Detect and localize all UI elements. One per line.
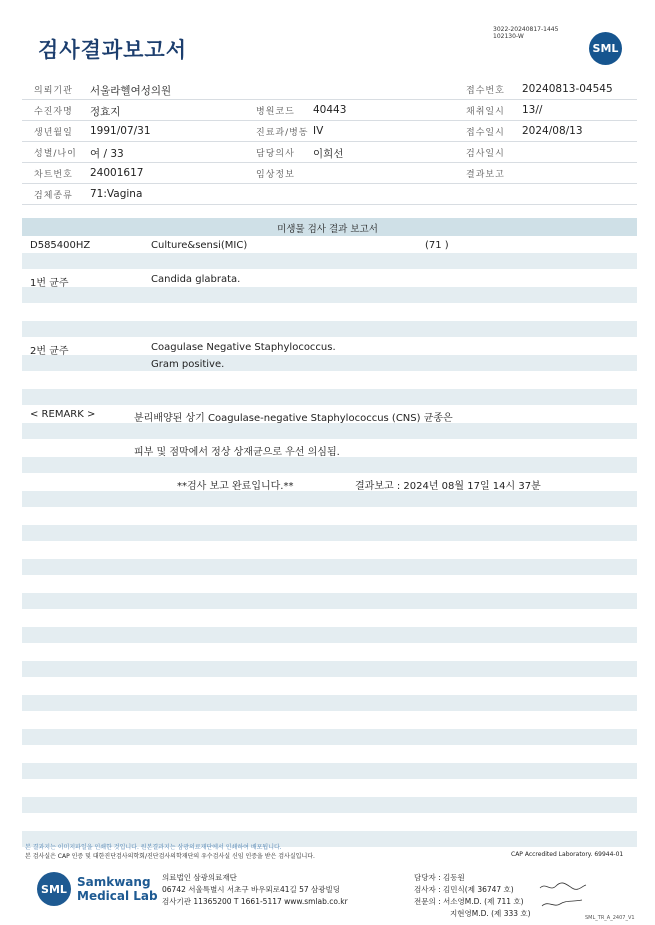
image-notice: 본 결과지는 이미지파일을 인쇄한 것입니다. 원본결과지는 삼광의료재단에서 인쇄하여 배포됩니다. (25, 844, 282, 851)
row-band (22, 253, 637, 269)
row-band (22, 457, 637, 473)
row-band (22, 491, 637, 507)
row-band (22, 559, 637, 575)
remark-line1: 분리배양된 상기 Coagulase-negative Staphylococcus (CNS) 균종은 (134, 413, 453, 424)
test-name: Culture&sensi(MIC) (151, 240, 248, 251)
info-row-4 (22, 141, 637, 163)
brand-line2: Medical Lab (77, 889, 158, 903)
sml-logo: SML (589, 32, 622, 65)
staff-specialist1: 전문의 : 서소영M.D. (제 711 호) (414, 897, 524, 906)
staff-specialist2: 지현영M.D. (제 333 호) (450, 909, 531, 918)
row-band (22, 287, 637, 303)
row-band (22, 389, 637, 405)
collect-date-value: 13// (522, 104, 543, 116)
isolate2-name: Coagulase Negative Staphylococcus. (151, 342, 336, 353)
specimen-value: 71:Vagina (90, 188, 143, 200)
sex-age-value: 여 / 33 (90, 148, 124, 160)
dob-value: 1991/07/31 (90, 125, 151, 137)
organization-contact: 검사기관 11365200 T 1661-5117 www.smlab.co.kr (162, 897, 348, 906)
patient-value: 정효지 (90, 106, 121, 118)
test-ref: (71 ) (425, 240, 449, 251)
row-band (22, 729, 637, 745)
form-version: SML_TR_A_2407_V1 (585, 915, 635, 921)
row-band (22, 763, 637, 779)
document-id-line2: 102130-W (493, 33, 524, 40)
row-band (22, 423, 637, 439)
row-band (22, 797, 637, 813)
test-date-label: 검사일시 (466, 149, 505, 159)
isolate1-label: 1번 균주 (30, 278, 69, 289)
signature-image (538, 880, 588, 912)
brand-line1: Samkwang (77, 875, 151, 889)
section-title: 미생물 검사 결과 보고서 (277, 224, 378, 235)
row-band (22, 695, 637, 711)
organization-address: 06742 서울특별시 서초구 바우뫼로41길 57 삼광빌딩 (162, 885, 341, 894)
isolate1-name: Candida glabrata. (151, 274, 241, 285)
collect-date-label: 채취일시 (466, 107, 505, 117)
organization-name: 의료법인 삼광의료재단 (162, 873, 237, 882)
row-band (22, 593, 637, 609)
staff-info (414, 872, 531, 920)
report-label: 결과보고 (466, 170, 505, 180)
page-title: 검사결과보고서 (38, 38, 188, 62)
chart-no-label: 차트번호 (34, 170, 73, 180)
clinical-label: 임상정보 (256, 170, 295, 180)
isolate2-note: Gram positive. (151, 359, 225, 370)
row-band (22, 525, 637, 541)
institution-value: 서울라헬여성의원 (90, 85, 172, 97)
info-row-2 (22, 99, 637, 121)
receipt-date-value: 2024/08/13 (522, 125, 583, 137)
accreditation-notice: 본 검사실은 CAP 인증 및 대한진단검사의학회/진단검사의학재단의 우수검사실 신임 인증을 받은 검사실입니다. (25, 853, 315, 860)
brand-name (77, 875, 158, 903)
ward-code-label: 병원코드 (256, 107, 295, 117)
dept-label: 진료과/병동 (256, 128, 309, 138)
staff-tester: 검사자 : 김민식(제 36747 호) (414, 885, 514, 894)
institution-label: 의뢰기관 (34, 86, 73, 96)
complete-message: **검사 보고 완료입니다.** (177, 481, 294, 492)
remark-line2: 피부 및 점막에서 정상 상재균으로 우선 의심됨. (134, 447, 340, 458)
row-band (22, 627, 637, 643)
doctor-label: 담당의사 (256, 149, 295, 159)
patient-label: 수진자명 (34, 107, 73, 117)
ward-code-value: 40443 (313, 104, 347, 116)
document-id-line1: 3022-20240817-1445 (493, 26, 559, 33)
info-row-3 (22, 120, 637, 142)
chart-no-value: 24001617 (90, 167, 144, 179)
document-id (493, 26, 558, 40)
specimen-label: 검체종류 (34, 191, 73, 201)
receipt-date-label: 접수일시 (466, 128, 505, 138)
row-band (22, 355, 637, 371)
receipt-no-label: 접수번호 (466, 86, 505, 96)
row-band (22, 661, 637, 677)
dept-value: IV (313, 125, 324, 137)
doctor-value: 이희선 (313, 148, 344, 160)
remark-label: < REMARK > (30, 409, 96, 420)
cap-accreditation: CAP Accredited Laboratory. 69944-01 (511, 851, 624, 858)
info-row-5 (22, 162, 637, 184)
dob-label: 생년월일 (34, 128, 73, 138)
organization-info (162, 872, 348, 908)
sex-age-label: 성별/나이 (34, 149, 77, 159)
info-row-1 (22, 78, 637, 100)
info-row-6 (22, 183, 637, 205)
staff-contact: 담당자 : 김동원 (414, 873, 465, 882)
test-code: D585400HZ (30, 240, 91, 251)
receipt-no-value: 20240813-04545 (522, 83, 613, 95)
sml-footer-logo: SML (37, 872, 71, 906)
report-time: 결과보고 : 2024년 08월 17일 14시 37분 (355, 481, 541, 492)
row-band (22, 321, 637, 337)
isolate2-label: 2번 균주 (30, 346, 69, 357)
